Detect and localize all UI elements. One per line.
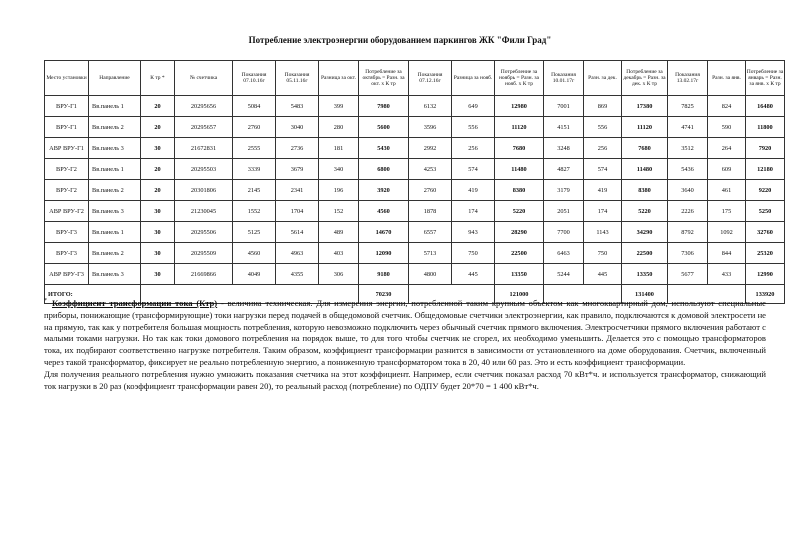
table-cell: 4560 xyxy=(359,201,409,222)
table-cell: 649 xyxy=(452,96,495,117)
table-cell: 5614 xyxy=(276,222,319,243)
table-cell: 5244 xyxy=(544,264,584,285)
table-cell: 22500 xyxy=(495,243,544,264)
table-cell: 9180 xyxy=(359,264,409,285)
table-cell: 590 xyxy=(708,117,746,138)
table-cell: 5713 xyxy=(409,243,452,264)
table-cell: Вв.панель 2 xyxy=(89,180,141,201)
table-cell: 2736 xyxy=(276,138,319,159)
col-header-reading-dec7: Показания 07.12.16г xyxy=(409,61,452,96)
table-cell: 196 xyxy=(319,180,359,201)
table-cell: 256 xyxy=(584,138,622,159)
table-cell: Вв.панель 2 xyxy=(89,117,141,138)
table-cell: 869 xyxy=(584,96,622,117)
table-cell: 13350 xyxy=(622,264,668,285)
table-cell: 11120 xyxy=(622,117,668,138)
table-cell: ВРУ-Г3 xyxy=(45,243,89,264)
table-cell: 1552 xyxy=(233,201,276,222)
table-cell: ВРУ-Г1 xyxy=(45,96,89,117)
table-cell: 2555 xyxy=(233,138,276,159)
table-cell: 2760 xyxy=(233,117,276,138)
table-cell: 5084 xyxy=(233,96,276,117)
table-cell: 3248 xyxy=(544,138,584,159)
table-cell: Вв.панель 1 xyxy=(89,222,141,243)
table-row xyxy=(45,117,785,138)
table-cell: 5436 xyxy=(668,159,708,180)
table-cell: 152 xyxy=(319,201,359,222)
table-cell: 3679 xyxy=(276,159,319,180)
table-cell: 21230045 xyxy=(175,201,233,222)
table-cell: 7700 xyxy=(544,222,584,243)
table-cell: 20 xyxy=(141,117,175,138)
table-cell: 419 xyxy=(584,180,622,201)
table-cell: 30 xyxy=(141,138,175,159)
table-cell: 20295509 xyxy=(175,243,233,264)
table-cell: 32760 xyxy=(746,222,785,243)
table-cell: 5250 xyxy=(746,201,785,222)
table-row xyxy=(45,96,785,117)
table-cell: 8380 xyxy=(495,180,544,201)
table-cell: 16480 xyxy=(746,96,785,117)
table-cell: 12980 xyxy=(495,96,544,117)
table-cell: 419 xyxy=(452,180,495,201)
table-cell: 8380 xyxy=(622,180,668,201)
table-cell: 17380 xyxy=(622,96,668,117)
col-header-reading-jan10: Показания 10.01.17г xyxy=(544,61,584,96)
table-cell: Вв.панель 1 xyxy=(89,159,141,180)
table-cell: 574 xyxy=(452,159,495,180)
table-cell: 256 xyxy=(452,138,495,159)
table-cell: 11480 xyxy=(495,159,544,180)
table-cell: ВРУ-Г3 xyxy=(45,222,89,243)
table-cell: 9220 xyxy=(746,180,785,201)
table-cell: 4560 xyxy=(233,243,276,264)
table-cell: АВР ВРУ-Г3 xyxy=(45,264,89,285)
total-january: 133920 xyxy=(746,285,785,304)
table-cell: 28290 xyxy=(495,222,544,243)
table-cell: 7680 xyxy=(495,138,544,159)
table-body xyxy=(45,96,785,304)
table-cell: 4827 xyxy=(544,159,584,180)
table-cell: 5220 xyxy=(622,201,668,222)
col-header-consumption-oct: Потребление за октябрь = Разн. за окт. х К тр xyxy=(359,61,409,96)
table-cell: 943 xyxy=(452,222,495,243)
table-row xyxy=(45,159,785,180)
table-cell: 30 xyxy=(141,222,175,243)
table-cell: 1092 xyxy=(708,222,746,243)
table-cell: 20295503 xyxy=(175,159,233,180)
table-cell: 2145 xyxy=(233,180,276,201)
table-cell: 306 xyxy=(319,264,359,285)
table-cell: 5125 xyxy=(233,222,276,243)
table-cell: 22500 xyxy=(622,243,668,264)
table-cell: 3920 xyxy=(359,180,409,201)
table-row xyxy=(45,180,785,201)
total-november: 121000 xyxy=(495,285,544,304)
table-header-row xyxy=(45,61,785,96)
table-cell: 280 xyxy=(319,117,359,138)
table-cell: 12090 xyxy=(359,243,409,264)
table-cell: 20 xyxy=(141,180,175,201)
table-cell: 11480 xyxy=(622,159,668,180)
table-cell: 181 xyxy=(319,138,359,159)
table-row xyxy=(45,264,785,285)
table-cell: 264 xyxy=(708,138,746,159)
col-header-diff-jan: Разн. за янв. xyxy=(708,61,746,96)
table-cell: 5677 xyxy=(668,264,708,285)
table-cell: 174 xyxy=(584,201,622,222)
table-cell: 7306 xyxy=(668,243,708,264)
table-cell: Вв.панель 3 xyxy=(89,264,141,285)
table-cell: 174 xyxy=(452,201,495,222)
table-cell: 750 xyxy=(452,243,495,264)
table-cell: Вв.панель 3 xyxy=(89,138,141,159)
table-cell: 1143 xyxy=(584,222,622,243)
footnote-text: - величина техническая. Для измерения энергии, потребленной таким крупным объектом как многоквартирный дом, используют специальные приборы, понижающие (трансформирующие) токи нагрузки перед подачей в общедомовой счетчик. Общедомовые счетчики электроэнергии, как правило, подключаются к домовой электросети не на прямую, так как у потребителя большая мощность потребления, которую невозможно подключить через обычный счетчик прямого включения. Электросчетчики прямого включения работают с малыми токами нагрузки. Но так как токи домового потребления на порядок выше, то для того чтобы счетчик не сгорел, их необходимо уменьшить. Делается это с помощью трансформаторов тока, их подбирают соответственно нагрузке потребителя. Таким образом, коэффициент трансформации разнится в зависимости от установленного на доме оборудования. Счетчик, включенный через такой трансформатор, фиксирует не реально потребленную энергию, а пониженную трансформатором тока в 20, 40 или 60 раз. Это и есть коэффициент трансформации. xyxy=(44,297,766,368)
table-cell: 844 xyxy=(708,243,746,264)
table-cell: 34290 xyxy=(622,222,668,243)
table-cell: 20301806 xyxy=(175,180,233,201)
total-october: 70230 xyxy=(359,285,409,304)
table-cell: 2226 xyxy=(668,201,708,222)
table-cell: 609 xyxy=(708,159,746,180)
table-cell: 20295506 xyxy=(175,222,233,243)
table-cell: 11120 xyxy=(495,117,544,138)
table-cell: 5430 xyxy=(359,138,409,159)
table-row xyxy=(45,243,785,264)
table-cell: 5600 xyxy=(359,117,409,138)
table-cell: 3339 xyxy=(233,159,276,180)
footnote-term: Коэффициент трансформации тока (Ктр) xyxy=(52,297,218,308)
table-cell: 2051 xyxy=(544,201,584,222)
table-cell: 340 xyxy=(319,159,359,180)
table-cell: 175 xyxy=(708,201,746,222)
table-cell: 2992 xyxy=(409,138,452,159)
col-header-ktr: К тр * xyxy=(141,61,175,96)
col-header-consumption-nov: Потребление за ноябрь = Разн. за нояб. х К тр xyxy=(495,61,544,96)
col-header-consumption-dec: Потребление за декабрь = Разн. за дек. х К тр xyxy=(622,61,668,96)
table-cell: 21669866 xyxy=(175,264,233,285)
table-cell: 824 xyxy=(708,96,746,117)
table-cell: ВРУ-Г2 xyxy=(45,159,89,180)
col-header-diff-nov: Разница за нояб. xyxy=(452,61,495,96)
col-header-reading-oct7: Показания 07.10.16г xyxy=(233,61,276,96)
table-cell: 20295657 xyxy=(175,117,233,138)
col-header-consumption-jan: Потребление за январь = Разн. за янв. х К тр xyxy=(746,61,785,96)
table-cell: АВР ВРУ-Г2 xyxy=(45,201,89,222)
footnote-paragraph-2: Для получения реального потребления нужно умножить показания счетчика на этот коэффициент. Например, если счетчик показал расход 70 кВт*ч. и используется трансформатор, снижающий ток нагрузки в 20 раз (коэффициент трансформации равен 20), то реальный расход (потребление) по ОДПУ будет 20*70 = 1 400 кВт*ч. xyxy=(44,369,766,391)
table-cell: 12990 xyxy=(746,264,785,285)
table-cell: 25320 xyxy=(746,243,785,264)
table-cell: 750 xyxy=(584,243,622,264)
table-cell: 13350 xyxy=(495,264,544,285)
table-cell: 3040 xyxy=(276,117,319,138)
table-cell: 6557 xyxy=(409,222,452,243)
col-header-reading-nov5: Показания 05.11.16г xyxy=(276,61,319,96)
table-cell: 3179 xyxy=(544,180,584,201)
table-cell: 4800 xyxy=(409,264,452,285)
document-title: Потребление электроэнергии оборудованием паркингов ЖК "Фили Град" xyxy=(248,35,552,45)
table-cell: 7980 xyxy=(359,96,409,117)
table-row xyxy=(45,138,785,159)
consumption-table xyxy=(44,60,785,304)
table-cell: 4151 xyxy=(544,117,584,138)
table-cell: Вв.панель 3 xyxy=(89,201,141,222)
table-cell: 20 xyxy=(141,159,175,180)
table-cell: 11800 xyxy=(746,117,785,138)
table-cell: 556 xyxy=(584,117,622,138)
table-cell: 4963 xyxy=(276,243,319,264)
col-header-meter-number: № счетчика xyxy=(175,61,233,96)
table-cell: ВРУ-Г1 xyxy=(45,117,89,138)
table-cell: 461 xyxy=(708,180,746,201)
table-cell: 3512 xyxy=(668,138,708,159)
table-cell: 4253 xyxy=(409,159,452,180)
table-cell: ВРУ-Г2 xyxy=(45,180,89,201)
total-label: ИТОГО: xyxy=(45,285,141,304)
table-cell: 399 xyxy=(319,96,359,117)
col-header-direction: Направление xyxy=(89,61,141,96)
table-cell: 21672831 xyxy=(175,138,233,159)
table-cell: 3640 xyxy=(668,180,708,201)
total-december: 131400 xyxy=(622,285,668,304)
table-cell: 556 xyxy=(452,117,495,138)
table-cell: 445 xyxy=(584,264,622,285)
col-header-reading-feb13: Показания 13.02.17г xyxy=(668,61,708,96)
table-cell: 445 xyxy=(452,264,495,285)
table-row xyxy=(45,201,785,222)
table-cell: 20295656 xyxy=(175,96,233,117)
table-cell: 7825 xyxy=(668,96,708,117)
table-cell: 7680 xyxy=(622,138,668,159)
table-cell: Вв.панель 1 xyxy=(89,96,141,117)
table-cell: 20 xyxy=(141,96,175,117)
table-cell: 1704 xyxy=(276,201,319,222)
table-cell: АВР ВРУ-Г1 xyxy=(45,138,89,159)
table-cell: 5483 xyxy=(276,96,319,117)
col-header-location: Место установки xyxy=(45,61,89,96)
table-cell: 4741 xyxy=(668,117,708,138)
table-cell: 489 xyxy=(319,222,359,243)
table-cell: 30 xyxy=(141,264,175,285)
table-cell: 7920 xyxy=(746,138,785,159)
table-cell: 2341 xyxy=(276,180,319,201)
col-header-diff-dec: Разн. за дек. xyxy=(584,61,622,96)
table-cell: 1878 xyxy=(409,201,452,222)
table-cell: 4049 xyxy=(233,264,276,285)
table-cell: 6132 xyxy=(409,96,452,117)
table-cell: 4355 xyxy=(276,264,319,285)
table-cell: 3596 xyxy=(409,117,452,138)
table-cell: 6800 xyxy=(359,159,409,180)
table-cell: 574 xyxy=(584,159,622,180)
table-cell: 8792 xyxy=(668,222,708,243)
footnote-paragraph-1 xyxy=(44,297,766,369)
table-cell: 7001 xyxy=(544,96,584,117)
table-cell: 14670 xyxy=(359,222,409,243)
footnote-mark: * xyxy=(44,298,47,304)
table-cell: 433 xyxy=(708,264,746,285)
table-cell: 5220 xyxy=(495,201,544,222)
table-cell: Вв.панель 2 xyxy=(89,243,141,264)
footnote xyxy=(44,297,766,393)
table-cell: 30 xyxy=(141,201,175,222)
col-header-diff-oct: Разница за окт. xyxy=(319,61,359,96)
table-cell: 12180 xyxy=(746,159,785,180)
table-cell: 2760 xyxy=(409,180,452,201)
table-cell: 403 xyxy=(319,243,359,264)
table-row xyxy=(45,222,785,243)
table-cell: 30 xyxy=(141,243,175,264)
table-cell: 6463 xyxy=(544,243,584,264)
